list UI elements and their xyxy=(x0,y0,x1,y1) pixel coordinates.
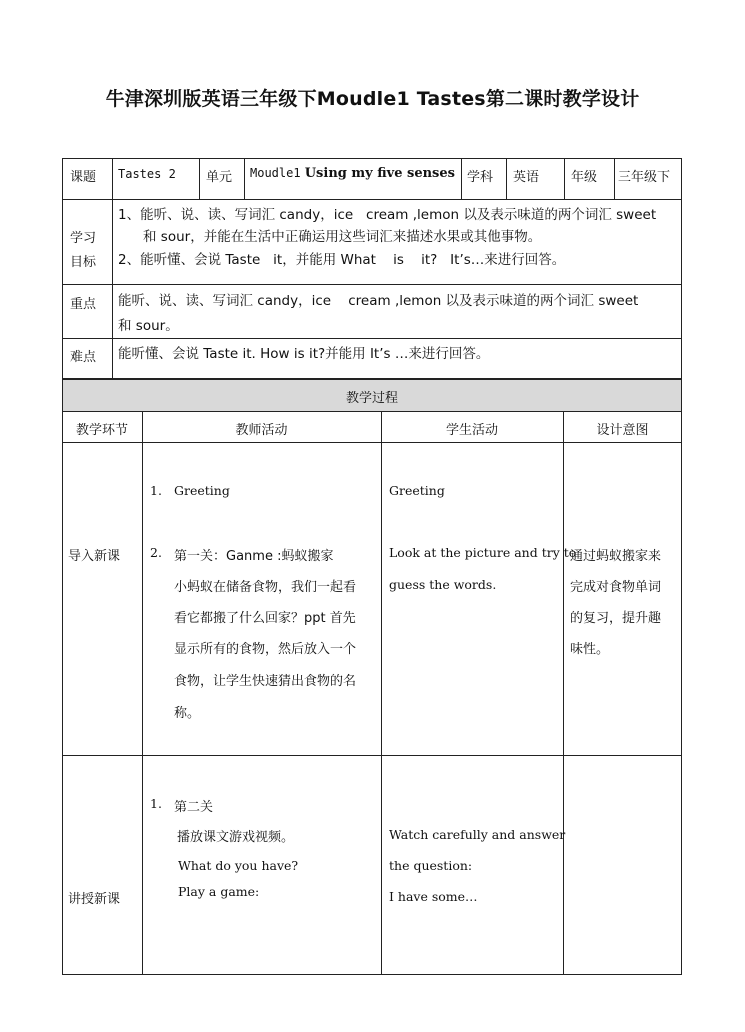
intent-line: 的复习，提升趣 xyxy=(570,611,662,626)
unit-label: 单元 xyxy=(206,170,233,185)
unit-title: Using my five senses xyxy=(304,166,455,181)
process-header: 教学过程 xyxy=(345,391,398,406)
key-points-label: 重点 xyxy=(70,297,97,312)
document-title: 牛津深圳版英语三年级下Moudle1 Tastes第二课时教学设计 xyxy=(105,88,640,110)
stage-new-lesson: 讲授新课 xyxy=(68,892,121,907)
teacher-r2-line: What do you have? xyxy=(178,858,299,873)
difficult-points-text: 能听懂、会说 Taste it. How is it?并能用 It’s …来进行回答。 xyxy=(118,346,490,362)
student-line-2: Look at the picture and try to xyxy=(389,545,577,560)
lesson-label: 课题 xyxy=(70,170,97,185)
teacher-item1: Greeting xyxy=(174,483,230,498)
teacher-item2-line: 小蚂蚁在储备食物，我们一起看 xyxy=(174,580,357,595)
unit-prefix: Moudle1 xyxy=(250,166,301,180)
teacher-item1-num: 1. xyxy=(150,483,162,498)
grade-label: 年级 xyxy=(571,170,598,185)
subject-value: 英语 xyxy=(513,170,540,185)
teacher-item2-line: 显示所有的食物，然后放入一个 xyxy=(174,642,357,657)
teacher-r2-line: Play a game: xyxy=(178,884,260,899)
goals-line-2: 和 sour，并能在生活中正确运用这些词汇来描述水果或其他事物。 xyxy=(143,229,542,245)
col-header-intent: 设计意图 xyxy=(596,423,649,438)
student-r2-line-2: the question: xyxy=(389,858,473,873)
teacher-r2-line: 播放课文游戏视频。 xyxy=(177,830,295,845)
teacher-r2-item1: 第二关 xyxy=(174,800,214,815)
student-r2-line-3: I have some… xyxy=(389,889,478,904)
intent-line: 味性。 xyxy=(570,642,610,657)
col-header-teacher: 教师活动 xyxy=(235,423,288,438)
student-line-1: Greeting xyxy=(389,483,445,498)
lesson-value: Tastes 2 xyxy=(118,167,176,181)
goals-label-2: 目标 xyxy=(70,255,97,270)
col-header-student: 学生活动 xyxy=(445,423,498,438)
teacher-item2-num: 2. xyxy=(150,545,162,560)
teacher-r2-item1-num: 1. xyxy=(150,796,162,811)
teacher-item2-line: 称。 xyxy=(174,706,201,721)
subject-label: 学科 xyxy=(467,170,494,185)
col-header-stage: 教学环节 xyxy=(75,423,128,438)
key-points-line-2: 和 sour。 xyxy=(118,318,179,334)
teacher-item2-line: 食物，让学生快速猜出食物的名 xyxy=(174,674,357,689)
key-points-line-1: 能听、说、读、写词汇 candy，ice cream ,lemon 以及表示味道的两个词汇 sweet xyxy=(118,293,639,309)
stage-intro: 导入新课 xyxy=(68,549,121,564)
teacher-item2-line: 看它都搬了什么回家？ppt 首先 xyxy=(174,611,356,626)
process-table xyxy=(62,379,682,975)
teacher-item2-title: 第一关：Ganme :蚂蚁搬家 xyxy=(174,549,334,564)
unit-value xyxy=(250,166,455,181)
student-r2-line-1: Watch carefully and answer xyxy=(389,827,566,842)
goals-line-1: 1、能听、说、读、写词汇 candy，ice cream ,lemon 以及表示味道的两个词汇 sweet xyxy=(118,207,657,223)
grade-value: 三年级下 xyxy=(618,170,671,185)
intent-line: 通过蚂蚁搬家来 xyxy=(570,549,662,564)
difficult-points-label: 难点 xyxy=(70,350,97,365)
goals-line-3: 2、能听懂、会说 Taste it，并能用 What is it? It’s…来进行回答。 xyxy=(118,252,566,268)
goals-label-1: 学习 xyxy=(70,231,97,246)
intent-line: 完成对食物单词 xyxy=(570,580,662,595)
student-line-3: guess the words. xyxy=(389,577,497,592)
